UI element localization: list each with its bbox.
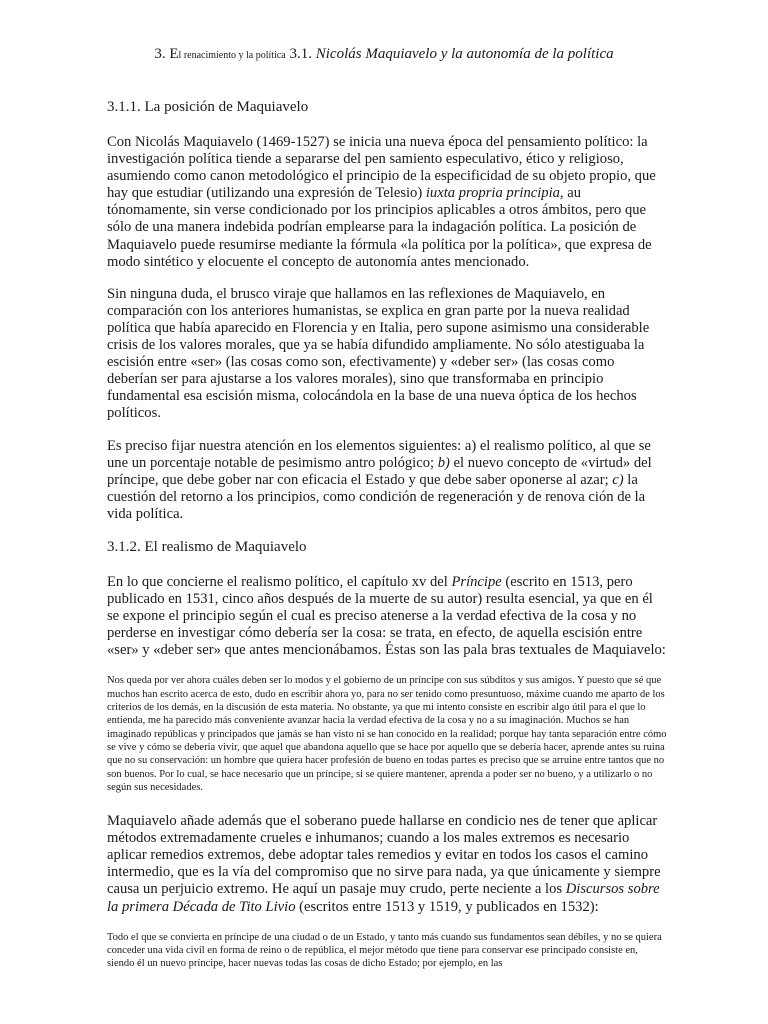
paragraph-5-part-b: (escritos entre 1513 y 1519, y publicados en 1532): xyxy=(295,898,599,915)
paragraph-1-part-b: au tónomamente, sin verse condicionado por los principios aplicables a otros ámbitos, pero que sólo de una manera indebida podrían emplearse para la indagación política. La posición de Maquiavelo puede resumirse mediante la fórmula «la política por la política», que expresa de modo sintético y elocuente el concepto de autonomía antes mencionado. xyxy=(107,185,652,270)
paragraph-3-part-a: Es preciso fijar nuestra atención en los elementos siguientes: a) el realismo político, al que se une un porcentaje notable de pesimismo antro pológico; xyxy=(107,437,651,471)
page-content xyxy=(107,98,667,971)
paragraph-3-emphasis-b: b) xyxy=(437,454,450,471)
section-heading-2: 3.1.2. El realismo de Maquiavelo xyxy=(107,538,307,555)
running-head-small: l renacimiento y la política xyxy=(178,50,286,61)
paragraph-4-part-a: En lo que concierne el realismo político, el capítulo xv del xyxy=(107,573,452,590)
section-heading-1: 3.1.1. La posición de Maquiavelo xyxy=(107,99,309,115)
running-head xyxy=(0,44,768,66)
paragraph-3-part-b: el nuevo concepto de «virtud» del príncipe, que debe gober nar con eficacia el Estado y que debe saber oponerse al azar; xyxy=(107,454,652,488)
paragraph-2: Sin ninguna duda, el brusco viraje que hallamos en las reflexiones de Maquiavelo, en comparación con los anteriores humanistas, se explica en gran parte por la nueva realidad política que había aparecido en Florencia y en Italia, pero supone asimismo una considerable crisis de los valores morales, que ya se había difundido ampliamente. No sólo atestiguaba la escisión entre «ser» (las cosas como son, efectivamente) y «deber ser» (las cosas como deberían ser para ajustarse a los valores morales), sino que transformaba en principio fundamental esa escisión misma, colocándola en la base de una nueva óptica de los hechos políticos. xyxy=(107,285,650,422)
paragraph-4-emphasis: Príncipe xyxy=(451,573,502,590)
block-quote-1: Nos queda por ver ahora cuáles deben ser lo modos y el gobierno de un príncipe con sus súbditos y sus amigos. Y puesto que sé que muchos han escrito acerca de esto, dudo en escribir ahora yo, para no ser tenido como presuntuoso, máxime cuando me aparto de los criterios de los demás, en la discusión de esta materia. No obstante, ya que mi intento consiste en escribir algo útil para el que lo entienda, me ha parecido más conveniente avanzar hacia la verdad efectiva de la cosa y no a su imaginación. Muchos se han imaginado repúblicas y principados que jamás se han visto ni se han conocido en la realidad; porque hay tanta separación entre cómo se vive y cómo se debería vivir, que aquel que abandona aquello que se hace por aquello que se debería hacer, aprende antes su ruina que no su conservación: un hombre que quiera hacer profesión de bueno en todas partes es preciso que se arruine entre tantos que no son buenos. Por lo cual, se hace necesario que un príncipe, si se quiere mantener, aprenda a poder ser no bueno, y a utilizarlo o no según sus necesidades. xyxy=(107,675,667,793)
paragraph-4 xyxy=(107,574,667,659)
paragraph-1-emphasis: iuxta propria principia, xyxy=(425,185,564,202)
running-head-title: Nicolás Maquiavelo y la autonomía de la política xyxy=(311,46,614,62)
paragraph-1-part-a: Con Nicolás Maquiavelo (1469-1527) se inicia una nueva época del pensamiento político: la investigación política tiende a separarse del pen samiento especulativo, ético y religioso, asumiendo como canon metodológico el principio de la especificidad de su objeto propio, que hay que estudiar (utilizando una expresión de Telesio) xyxy=(107,134,656,202)
paragraph-3 xyxy=(107,438,667,523)
running-head-prefix: 3. E xyxy=(154,46,179,62)
paragraph-5-part-a: Maquiavelo añade además que el soberano puede hallarse en condicio nes de tener que aplicar métodos extremadamente crueles e inhumanos; cuando a los males extremos es necesario aplicar remedios extremos, debe adoptar tales remedios y evitar en todos los casos el camino intermedio, que es la vía del compromiso que no sirve para nada, ya que únicamente y siempre causa un perjuicio extremo. He aquí un pasaje muy crudo, perte neciente a los xyxy=(107,813,661,898)
running-head-number: 3.1. xyxy=(285,46,312,62)
paragraph-1 xyxy=(107,134,667,271)
paragraph-5-emphasis: Discursos sobre la primera Década de Tito Livio xyxy=(107,881,660,915)
paragraph-3-part-c: la cuestión del retorno a los principios, como condición de regeneración y de renova ción de la vida política. xyxy=(107,471,646,522)
paragraph-5 xyxy=(107,813,667,916)
paragraph-4-part-b: (escrito en 1513, pero publicado en 1531, cinco años después de la muerte de su autor) resulta esencial, ya que en él se expone el principio según el cual es preciso atenerse a la verdad efectiva de la cosa y no perderse en investigar cómo debería ser la cosa: se trata, en efecto, de aquella escisión entre «ser» y «deber ser» que antes mencionábamos. Éstas son las pala bras textuales de Maquiavelo: xyxy=(107,573,666,659)
paragraph-3-emphasis-c: c) xyxy=(612,471,624,488)
block-quote-2: Todo el que se convierta en príncipe de una ciudad o de un Estado, y tanto más cuando sus fundamentos sean débiles, y no se quiera conceder una vida civil en forma de reino o de república, el mejor método que tiene para conservar ese principado consiste en, siendo él un nuevo príncipe, hacer nuevas todas las cosas de dicho Estado; por ejemplo, en las xyxy=(107,931,662,970)
